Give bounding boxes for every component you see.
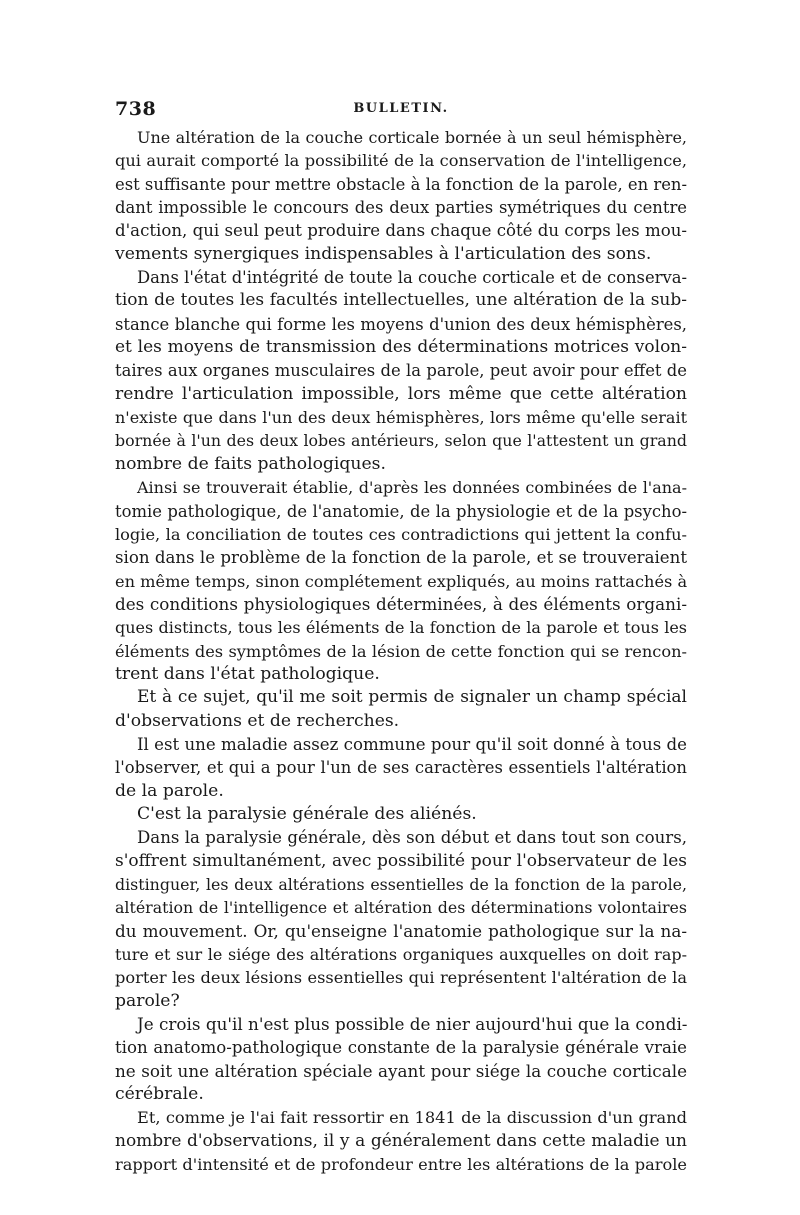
text-line: ne soit une altération spéciale ayant pour siége la couche corticale: [115, 1060, 687, 1081]
text-line: trent dans l'état pathologique.: [115, 663, 380, 684]
text-line: rendre l'articulation impossible, lors même que cette altération: [115, 383, 687, 404]
text-line: cérébrale.: [115, 1084, 204, 1105]
text-line: taires aux organes musculaires de la parole, peut avoir pour effet de: [115, 361, 687, 381]
text-line: altération de l'intelligence et altération des déterminations volontaires: [115, 898, 687, 918]
text-line: nombre d'observations, il y a généralement dans cette maladie un: [115, 1130, 687, 1151]
text-line: vements synergiques indispensables à l'articulation des sons.: [115, 243, 652, 264]
text-line: tion anatomo-pathologique constante de la paralysie générale vraie: [115, 1038, 687, 1058]
text-line: Et à ce sujet, qu'il me soit permis de signaler un champ spécial: [137, 687, 687, 708]
text-line: Ainsi se trouverait établie, d'après les données combinées de l'ana-: [137, 478, 687, 498]
text-line: est suffisante pour mettre obstacle à la fonction de la parole, en ren-: [115, 174, 687, 194]
text-line: et les moyens de transmission des déterminations motrices volon-: [115, 337, 687, 358]
text-line: Dans l'état d'intégrité de toute la couche corticale et de conserva-: [137, 268, 687, 288]
text-line: sion dans le problème de la fonction de la parole, et se trouveraient: [115, 548, 687, 568]
text-line: Et, comme je l'ai fait ressortir en 1841 de la discussion d'un grand: [137, 1108, 687, 1128]
text-line: des conditions physiologiques déterminées, à des éléments organi-: [115, 593, 687, 614]
text-line: d'observations et de recherches.: [115, 710, 400, 731]
text-line: logie, la conciliation de toutes ces contradictions qui jettent la confu-: [115, 524, 687, 544]
text-line: d'action, qui seul peut produire dans chaque côté du corps les mou-: [115, 221, 687, 241]
text-line: qui aurait comporté la possibilité de la conservation de l'intelligence,: [115, 151, 687, 171]
text-line: tion de toutes les facultés intellectuelles, une altération de la sub-: [115, 290, 687, 311]
text-line: C'est la paralysie générale des aliénés.: [137, 803, 477, 824]
text-line: parole?: [115, 990, 180, 1011]
text-line: ture et sur le siége des altérations organiques auxquelles on doit rap-: [115, 945, 687, 965]
text-line: ques distincts, tous les éléments de la fonction de la parole et tous les: [115, 618, 687, 638]
text-line: Dans la paralysie générale, dès son début et dans tout son cours,: [137, 828, 687, 848]
text-line: tomie pathologique, de l'anatomie, de la physiologie et de la psycho-: [115, 501, 687, 521]
page-number: 738: [115, 98, 157, 120]
text-line: du mouvement. Or, qu'enseigne l'anatomie pathologique sur la na-: [115, 920, 687, 941]
text-line: n'existe que dans l'un des deux hémisphères, lors même qu'elle serait: [115, 408, 687, 428]
text-line: l'observer, et qui a pour l'un de ses caractères essentiels l'altération: [115, 758, 687, 778]
text-line: en même temps, sinon complétement expliqués, au moins rattachés à: [115, 571, 687, 591]
body-text: [115, 126, 687, 1176]
text-line: stance blanche qui forme les moyens d'union des deux hémisphères,: [115, 314, 687, 334]
running-title: BULLETIN.: [353, 101, 449, 116]
text-line: dant impossible le concours des deux parties symétriques du centre: [115, 198, 687, 218]
text-line: porter les deux lésions essentielles qui représentent l'altération de la: [115, 968, 687, 988]
text-line: rapport d'intensité et de profondeur entre les altérations de la parole: [115, 1155, 687, 1175]
text-line: Il est une maladie assez commune pour qu'il soit donné à tous de: [137, 734, 687, 754]
text-line: Une altération de la couche corticale bornée à un seul hémisphère,: [137, 128, 687, 147]
text-line: éléments des symptômes de la lésion de cette fonction qui se rencon-: [115, 641, 687, 661]
text-line: bornée à l'un des deux lobes antérieurs, selon que l'attestent un grand: [115, 431, 687, 451]
page-header: [115, 98, 687, 122]
text-line: nombre de faits pathologiques.: [115, 453, 386, 474]
text-line: s'offrent simultanément, avec possibilité pour l'observateur de les: [115, 850, 687, 871]
text-line: Je crois qu'il n'est plus possible de nier aujourd'hui que la condi-: [137, 1014, 687, 1035]
text-line: distinguer, les deux altérations essentielles de la fonction de la parole,: [115, 875, 687, 894]
text-line: de la parole.: [115, 780, 224, 801]
